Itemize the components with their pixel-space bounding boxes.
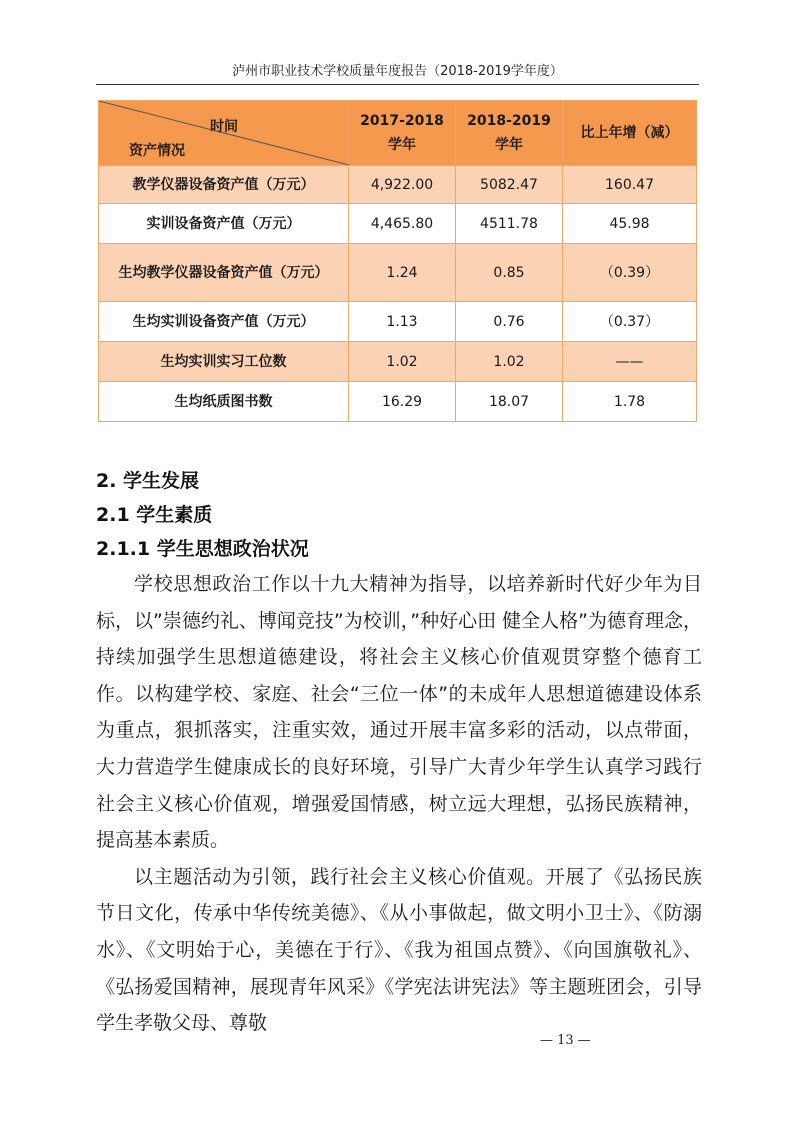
- body-text: [96, 566, 702, 1042]
- row-label: 生均实训实习工位数: [99, 342, 349, 382]
- cell-value: 0.76: [456, 302, 563, 342]
- table-row: [99, 382, 697, 422]
- cell-value: 45.98: [563, 204, 697, 244]
- page-header: 泸州市职业技术学校质量年度报告（2018-2019学年度）: [96, 60, 699, 85]
- cell-value: 160.47: [563, 166, 697, 204]
- section-heading-ideology: 2.1.1 学生思想政治状况: [96, 538, 309, 560]
- cell-value: 4,465.80: [349, 204, 456, 244]
- cell-value: 1.02: [456, 342, 563, 382]
- table-header-row: [99, 101, 697, 166]
- row-label: 教学仪器设备资产值（万元）: [99, 166, 349, 204]
- cell-value: 1.13: [349, 302, 456, 342]
- section-heading-student-quality: 2.1 学生素质: [96, 504, 213, 526]
- cell-value: 18.07: [456, 382, 563, 422]
- table-row: [99, 244, 697, 302]
- column-header-2018: 2018-2019 学年: [456, 101, 563, 166]
- cell-value: 1.02: [349, 342, 456, 382]
- row-label: 实训设备资产值（万元）: [99, 204, 349, 244]
- paragraph: 学校思想政治工作以十九大精神为指导，以培养新时代好少年为目标，以”崇德约礼、博闻竞技”为校训，”种好心田 健全人格”为德育理念，持续加强学生思想道德建设，将社会主义核心价值观贯穿整个德育工作。以构建学校、家庭、社会“三位一体”的未成年人思想道德建设体系为重点，狠抓落实，注重实效，通过开展丰富多彩的活动，以点带面，大力营造学生健康成长的良好环境，引导广大青少年学生认真学习践行社会主义核心价值观，增强爱国情感，树立远大理想，弘扬民族精神，提高基本素质。: [96, 573, 702, 852]
- column-header-change: 比上年增（减）: [563, 101, 697, 166]
- table-row: [99, 204, 697, 244]
- page-number: — 13 —: [540, 1033, 591, 1048]
- row-label: 生均教学仪器设备资产值（万元）: [99, 244, 349, 302]
- cell-value: 1.24: [349, 244, 456, 302]
- row-label: 生均纸质图书数: [99, 382, 349, 422]
- corner-asset-label: 资产情况: [129, 143, 185, 159]
- section-heading-student-development: 2. 学生发展: [96, 470, 200, 492]
- corner-time-label: 时间: [210, 119, 238, 135]
- cell-value: 1.78: [563, 382, 697, 422]
- column-header-2017: 2017-2018 学年: [349, 101, 456, 166]
- diagonal-header-cell: [99, 101, 349, 166]
- assets-table: [98, 100, 697, 422]
- table-row: [99, 342, 697, 382]
- cell-value: 16.29: [349, 382, 456, 422]
- table-row: [99, 166, 697, 204]
- cell-value: ——: [563, 342, 697, 382]
- cell-value: 5082.47: [456, 166, 563, 204]
- cell-value: （0.37）: [563, 302, 697, 342]
- table-row: [99, 302, 697, 342]
- cell-value: （0.39）: [563, 244, 697, 302]
- cell-value: 4,922.00: [349, 166, 456, 204]
- row-label: 生均实训设备资产值（万元）: [99, 302, 349, 342]
- cell-value: 0.85: [456, 244, 563, 302]
- paragraph: 以主题活动为引领，践行社会主义核心价值观。开展了《弘扬民族节日文化，传承中华传统美德》、《从小事做起，做文明小卫士》、《防溺水》、《文明始于心，美德在于行》、《我为祖国点赞》、《向国旗敬礼》、《弘扬爱国精神，展现青年风采》《学宪法讲宪法》等主题班团会，引导学生孝敬父母、尊敬: [96, 865, 702, 1035]
- cell-value: 4511.78: [456, 204, 563, 244]
